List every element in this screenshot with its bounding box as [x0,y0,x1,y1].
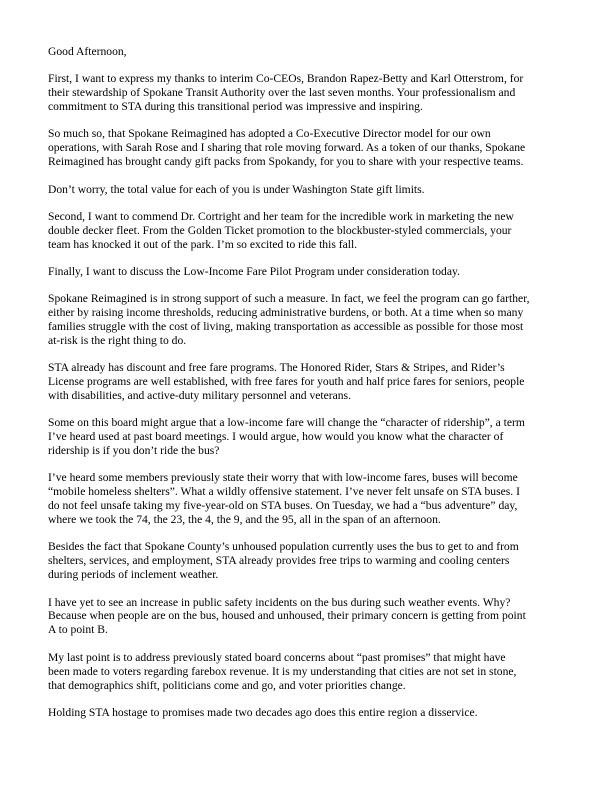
paragraph-support-measure: Spokane Reimagined is in strong support of such a measure. In fact, we feel the program can go farther, either by raising income thresholds, reducing administrative burdens, or both. At a time when so many families struggle with the cost of living, making transportation as accessible as possible for those most at-risk is the right thing to do. [48,292,530,347]
paragraph-closing: Holding STA hostage to promises made two decades ago does this entire region a disservice. [48,705,478,719]
letter-body [48,45,558,733]
paragraph-co-executive-model: So much so, that Spokane Reimagined has adopted a Co-Executive Director model for our own operations, with Sarah Rose and I sharing that role moving forward. As a token of our thanks, Spokane Reimagined has brought candy gift packs from Spokandy, for you to share with your respective teams. [48,127,526,169]
paragraph-public-safety: I have yet to see an increase in public safety incidents on the bus during such weather events. Why? Because when people are on the bus, housed and unhoused, their primary concern is getting from point A to point B. [48,595,526,637]
paragraph-double-decker-marketing: Second, I want to commend Dr. Cortright and her team for the incredible work in marketing the new double decker fleet. From the Golden Ticket promotion to the blockbuster-styled commercials, your team has knocked it out of the park. I’m so excited to ride this fall. [48,209,514,251]
paragraph-low-income-fare-intro: Finally, I want to discuss the Low-Income Fare Pilot Program under consideration today. [48,264,460,278]
paragraph-existing-programs: STA already has discount and free fare programs. The Honored Rider, Stars & Stripes, and Rider’s License programs are well established, with free fares for youth and half price fares for seniors, people with disabilities, and active-duty military personnel and veterans. [48,361,525,403]
paragraph-mobile-shelters: I’ve heard some members previously state their worry that with low-income fares, buses will become “mobile homeless shelters”. What a wildly offensive statement. I’ve never felt unsafe on STA buses. I do not feel unsafe taking my five-year-old on STA buses. On Tuesday, we had a “bus adventure” day, where we took the 74, the 23, the 4, the 9, and the 95, all in the span of an afternoon. [48,471,520,527]
paragraph-character-of-ridership: Some on this board might argue that a low-income fare will change the “character of ridership”, a term I’ve heard used at past board meetings. I would argue, how would you know what the character of ridership is if you don’t ride the bus? [48,416,525,458]
paragraph-past-promises: My last point is to address previously stated board concerns about “past promises” that might have been made to voters regarding farebox revenue. It is my understanding that cities are not set in stone, that demographics shift, politicians come and go, and voter priorities change. [48,650,517,692]
salutation: Good Afternoon, [48,45,127,58]
paragraph-gift-limits: Don’t worry, the total value for each of you is under Washington State gift limits. [48,182,425,196]
paragraph-unhoused-population: Besides the fact that Spokane County’s unhoused population currently uses the bus to get to and from shelters, services, and employment, STA already provides free trips to warming and cooling centers during periods of inclement weather. [48,540,519,582]
paragraph-thanks-co-ceos: First, I want to express my thanks to interim Co-CEOs, Brandon Rapez-Betty and Karl Otterstrom, for their stewardship of Spokane Transit Authority over the last seven months. Your professionalism and commitment to STA during this transitional period was impressive and inspiring. [48,72,524,114]
